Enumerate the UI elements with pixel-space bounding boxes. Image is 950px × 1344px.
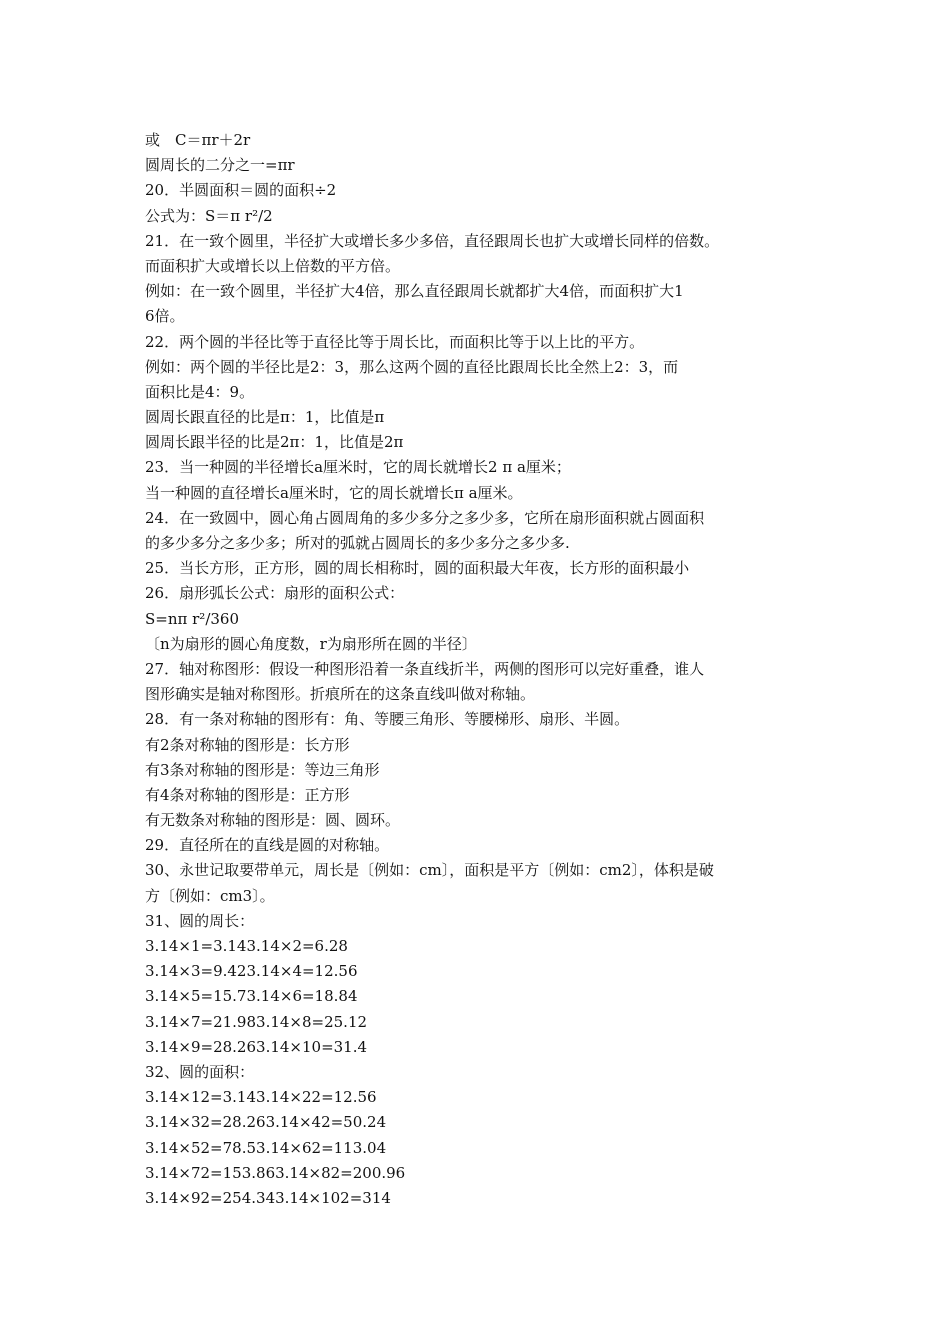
text-line: 30、永世记取要带单元，周长是〔例如：cm〕，面积是平方〔例如：cm2〕，体积是破 xyxy=(145,861,714,880)
text-line: 26．扇形弧长公式：扇形的面积公式： xyxy=(145,584,405,603)
text-line: 3.14×52=78.53.14×62=113.04 xyxy=(145,1138,387,1157)
text-line: 23．当一种圆的半径增长a厘米时，它的周长就增长2 π a厘米； xyxy=(145,458,571,477)
text-line: 图形确实是轴对称图形。折痕所在的这条直线叫做对称轴。 xyxy=(145,685,536,704)
text-line: 6倍。 xyxy=(145,307,185,326)
text-line: 29．直径所在的直线是圆的对称轴。 xyxy=(145,836,390,855)
text-line: 圆周长跟直径的比是π：1，比值是π xyxy=(145,408,385,427)
text-line: 例如：两个圆的半径比是2：3，那么这两个圆的直径比跟周长比全然上2：3，而 xyxy=(145,357,679,376)
text-line: 〔n为扇形的圆心角度数，r为扇形所在圆的半径〕 xyxy=(145,634,477,653)
text-line: 有无数条对称轴的图形是：圆、圆环。 xyxy=(145,811,401,830)
document-page xyxy=(145,128,810,1211)
text-line: 3.14×12=3.143.14×22=12.56 xyxy=(145,1088,377,1107)
text-line: 3.14×5=15.73.14×6=18.84 xyxy=(145,987,358,1006)
text-line: 3.14×1=3.143.14×2=6.28 xyxy=(145,937,348,955)
text-line: 当一种圆的直径增长a厘米时，它的周长就增长π a厘米。 xyxy=(145,483,523,502)
text-line: 面积比是4：9。 xyxy=(145,382,255,401)
text-line: 28．有一条对称轴的图形有：角、等腰三角形、等腰梯形、扇形、半圆。 xyxy=(145,710,630,729)
text-line: 32、圆的面积： xyxy=(145,1062,255,1081)
text-line: 3.14×3=9.423.14×4=12.56 xyxy=(145,962,358,981)
text-line: 27．轴对称图形：假设一种图形沿着一条直线折半，两侧的图形可以完好重叠，谁人 xyxy=(145,659,705,678)
text-line: 3.14×9=28.263.14×10=31.4 xyxy=(145,1037,368,1056)
text-line: 的多少多分之多少多；所对的弧就占圆周长的多少多分之多少多. xyxy=(145,534,570,552)
text-line: 圆周长跟半径的比是2π：1，比值是2π xyxy=(145,433,404,452)
text-line: 3.14×92=254.343.14×102=314 xyxy=(145,1188,391,1207)
text-line: 或 C＝πr＋2r xyxy=(145,131,251,149)
text-line: 而面积扩大或增长以上倍数的平方倍。 xyxy=(145,256,401,275)
text-line: 有4条对称轴的图形是：正方形 xyxy=(145,785,350,804)
text-line: 方〔例如：cm3〕。 xyxy=(145,886,275,905)
text-line: 3.14×72=153.863.14×82=200.96 xyxy=(145,1163,406,1182)
text-line: 20．半圆面积＝圆的面积÷2 xyxy=(145,181,337,200)
text-line: 31、圆的周长： xyxy=(145,911,255,930)
text-line: 有3条对称轴的图形是：等边三角形 xyxy=(145,760,380,779)
text-line: 21．在一致个圆里，半径扩大或增长多少多倍，直径跟周长也扩大或增长同样的倍数。 xyxy=(145,231,720,250)
text-line: 24．在一致圆中，圆心角占圆周角的多少多分之多少多，它所在扇形面积就占圆面积 xyxy=(145,508,705,527)
text-line: 25．当长方形，正方形，圆的周长相称时，圆的面积最大年夜，长方形的面积最小 xyxy=(145,559,690,578)
text-line: 例如：在一致个圆里，半径扩大4倍，那么直径跟周长就都扩大4倍，而面积扩大1 xyxy=(145,282,684,301)
text-line: 圆周长的二分之一=πr xyxy=(145,156,295,175)
text-line: 公式为：S＝π r²/2 xyxy=(145,206,273,225)
text-line: 3.14×32=28.263.14×42=50.24 xyxy=(145,1113,387,1132)
text-line: 有2条对称轴的图形是：长方形 xyxy=(145,735,350,754)
text-line: 3.14×7=21.983.14×8=25.12 xyxy=(145,1012,368,1031)
text-line: 22．两个圆的半径比等于直径比等于周长比，而面积比等于以上比的平方。 xyxy=(145,332,645,351)
text-line: S=nπ r²/360 xyxy=(145,609,239,628)
